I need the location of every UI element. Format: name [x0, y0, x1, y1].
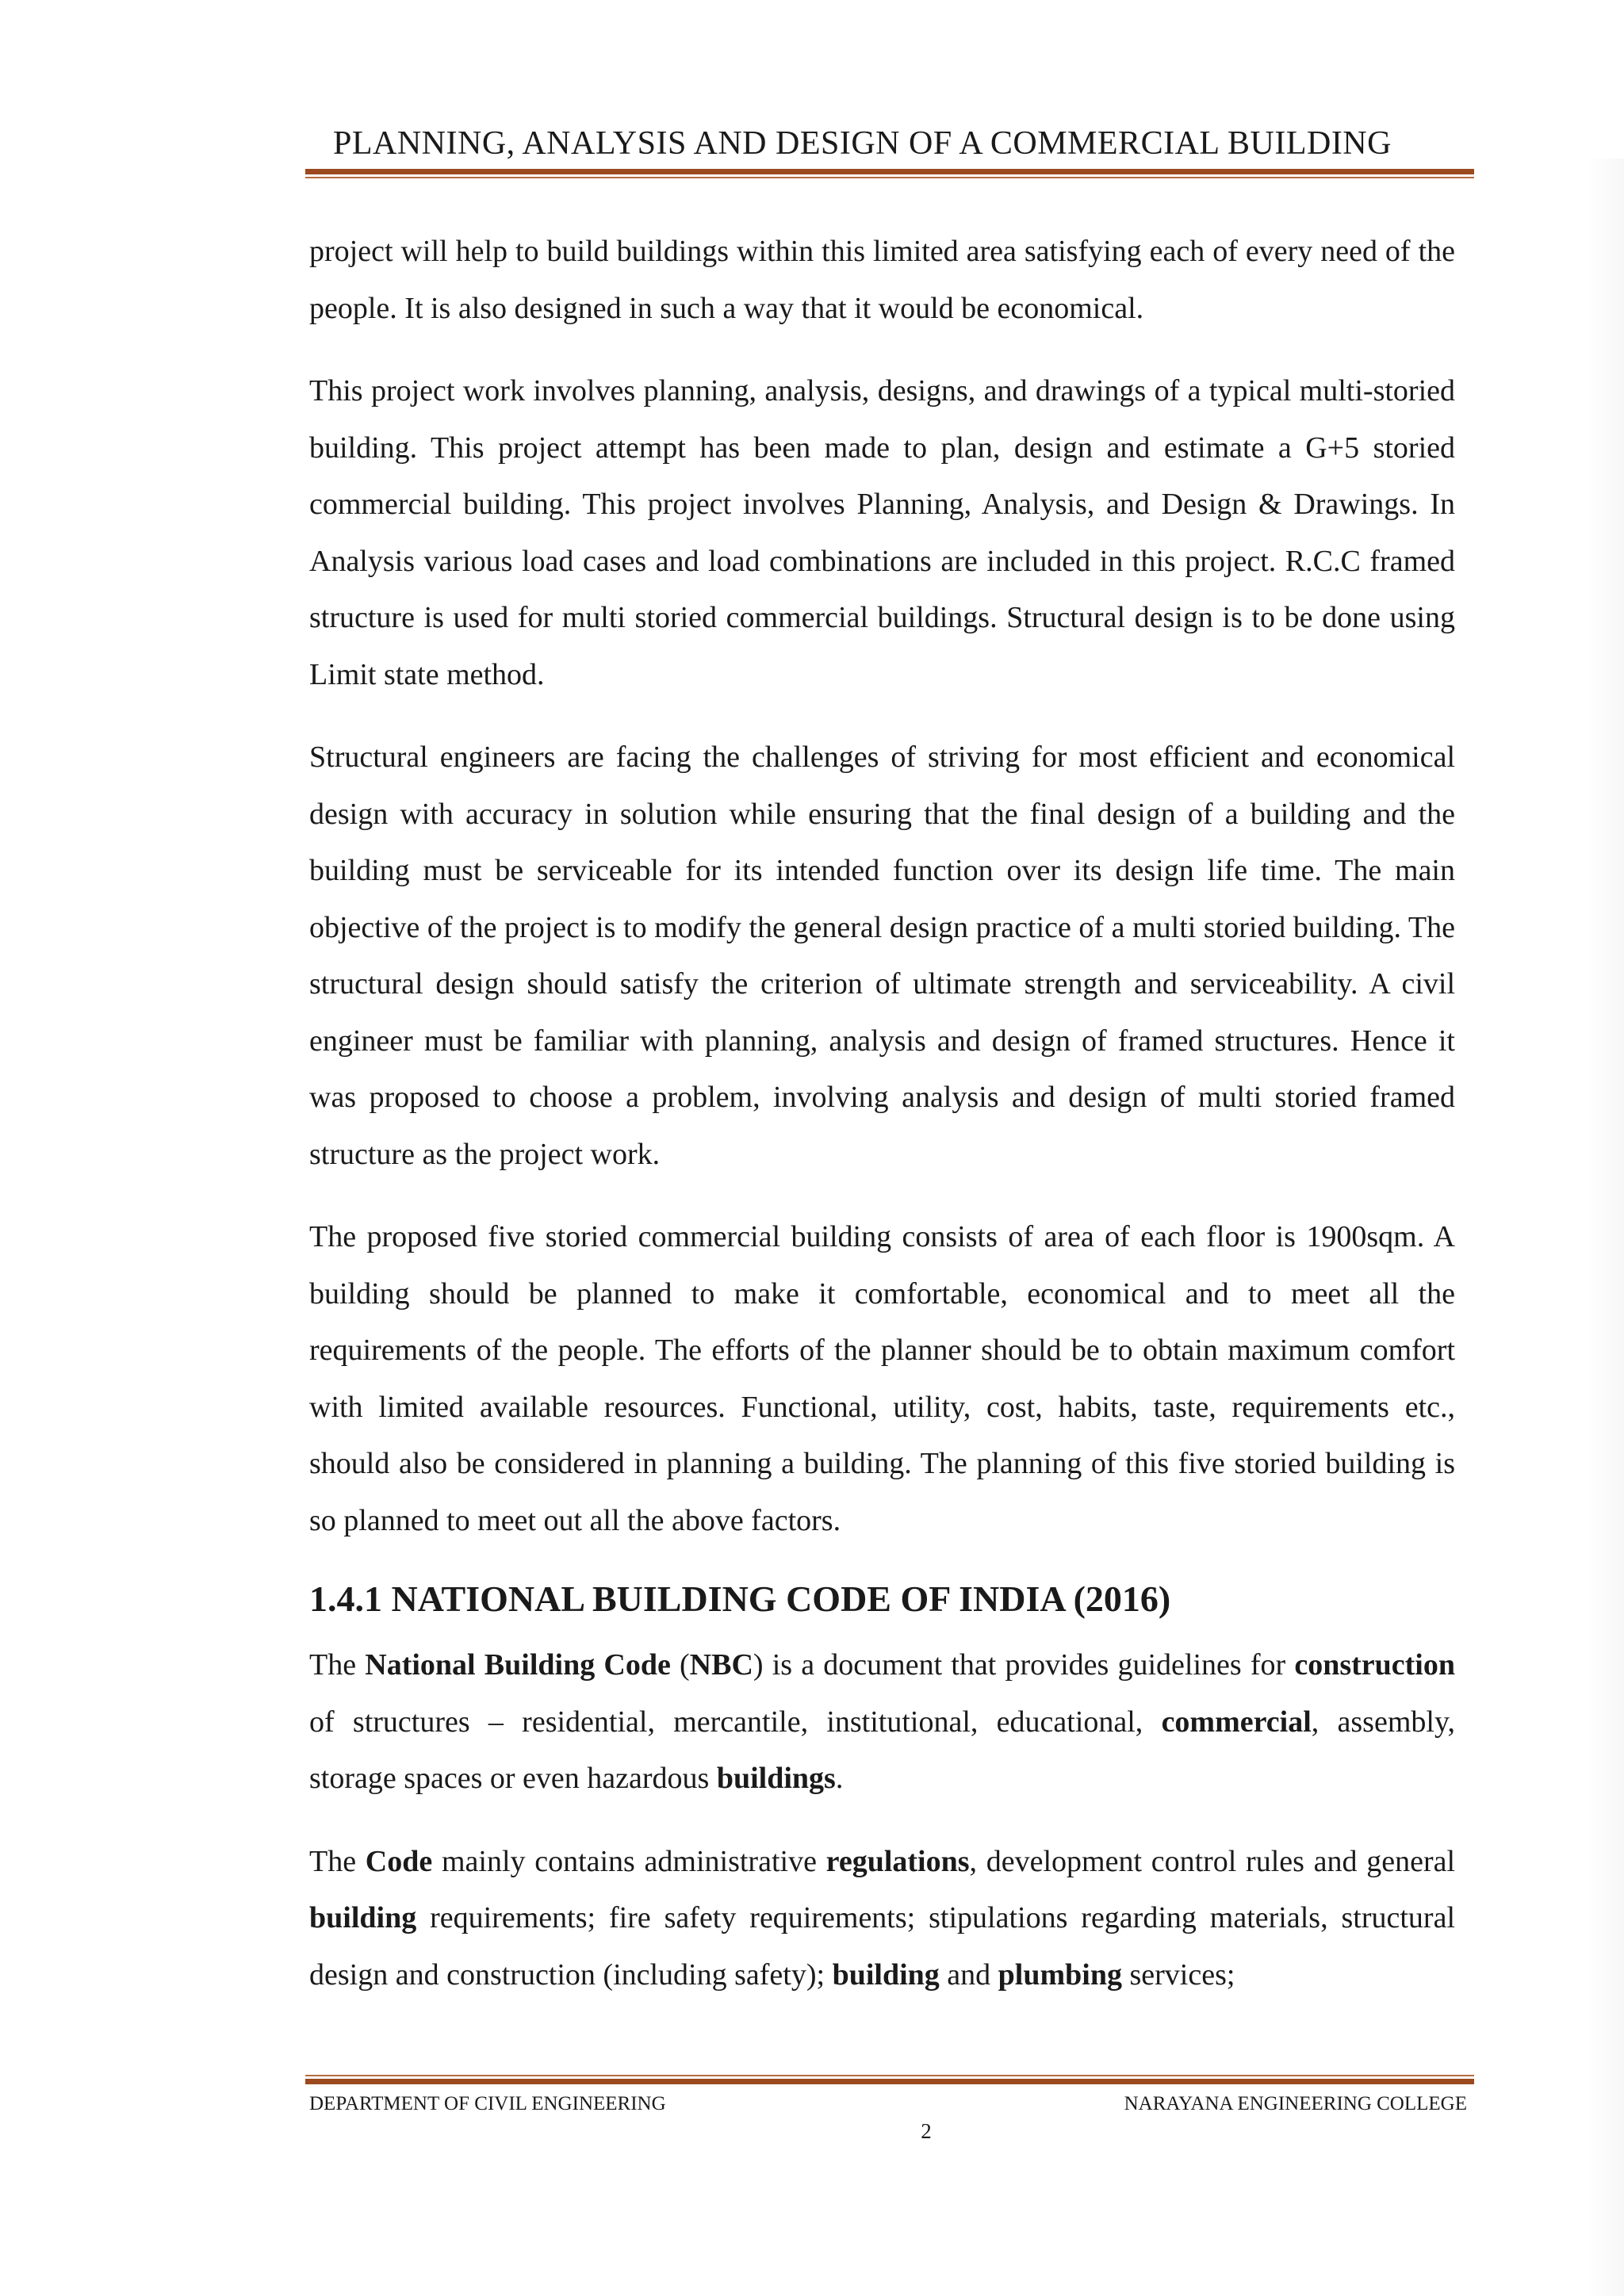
body-content — [309, 224, 1455, 2030]
footer-rule-thick — [305, 2079, 1474, 2084]
bold-run: NBC — [689, 1648, 753, 1682]
text-run: of structures – residential, mercantile, institutional, educational, — [309, 1705, 1162, 1739]
text-run: requirements; fire safety requirements; stipulations regarding materials, structural design and construction (including safety); — [309, 1901, 1455, 1992]
footer-department: DEPARTMENT OF CIVIL ENGINEERING — [309, 2093, 666, 2114]
text-run: , development control rules and general — [969, 1844, 1456, 1878]
text-run: ( — [670, 1648, 690, 1682]
paragraph-1: project will help to build buildings within this limited area satisfying each of every need of the people. It is also designed in such a way that it would be economical. — [309, 235, 1455, 325]
nbc-paragraph-1 — [309, 1637, 1455, 1808]
bold-run: building — [309, 1901, 417, 1934]
page-number: 2 — [921, 2119, 932, 2143]
bold-run: commercial — [1161, 1705, 1312, 1739]
text-run: and — [939, 1957, 998, 1992]
text-run: ) is a document that provides guidelines for — [753, 1648, 1295, 1682]
bold-run: building — [832, 1957, 940, 1992]
bold-run: buildings — [716, 1762, 836, 1795]
nbc-paragraph-2 — [309, 1834, 1455, 2004]
footer-rule-thin — [305, 2075, 1474, 2076]
text-run: services; — [1121, 1957, 1235, 1992]
paragraph-4: The proposed five storied commercial building consists of area of each floor is 1900sqm. A building should be planned to make it comfortable, economical and to meet all the requirements of the people. The efforts of the planner should be to obtain maximum comfort with limited available resources. Functional, utility, cost, habits, taste, requirements etc., should also be considered in planning a building. The planning of this five storied building is so planned to meet out all the above factors. — [309, 1220, 1455, 1537]
paragraph-2: This project work involves planning, analysis, designs, and drawings of a typical multi-storied building. This project attempt has been made to plan, design and estimate a G+5 storied commercial building. This project involves Planning, Analysis, and Design & Drawings. In Analysis various load cases and load combinations are included in this project. R.C.C framed structure is used for multi storied commercial buildings. Structural design is to be done using Limit state method. — [309, 374, 1455, 691]
header-rule-thick — [305, 169, 1474, 174]
bold-run: regulations — [825, 1844, 970, 1878]
bold-run: construction — [1294, 1648, 1455, 1682]
text-run: The — [309, 1648, 366, 1682]
text-run: mainly contains administrative — [432, 1844, 826, 1878]
bold-run: Code — [365, 1844, 433, 1878]
bold-run: National Building Code — [365, 1648, 671, 1682]
page-header-title: PLANNING, ANALYSIS AND DESIGN OF A COMMERCIAL BUILDING — [333, 125, 1392, 162]
footer-college: NARAYANA ENGINEERING COLLEGE — [1124, 2093, 1467, 2114]
section-heading: 1.4.1 NATIONAL BUILDING CODE OF INDIA (2016) — [309, 1578, 1171, 1619]
page-edge-shadow — [1584, 159, 1624, 2296]
text-run: . — [835, 1762, 844, 1795]
text-run: The — [309, 1844, 366, 1878]
paragraph-3: Structural engineers are facing the challenges of striving for most efficient and economical design with accuracy in solution while ensuring that the final design of a building and the building must be serviceable for its intended function over its design life time. The main objective of the project is to modify the general design practice of a multi storied building. The structural design should satisfy the criterion of ultimate strength and serviceability. A civil engineer must be familiar with planning, analysis and design of framed structures. Hence it was proposed to choose a problem, involving analysis and design of multi storied framed structure as the project work. — [309, 740, 1455, 1171]
header-rule-thin — [305, 177, 1474, 178]
bold-run: plumbing — [998, 1957, 1122, 1992]
text-run: , assembly, storage spaces or even hazardous — [309, 1705, 1455, 1795]
